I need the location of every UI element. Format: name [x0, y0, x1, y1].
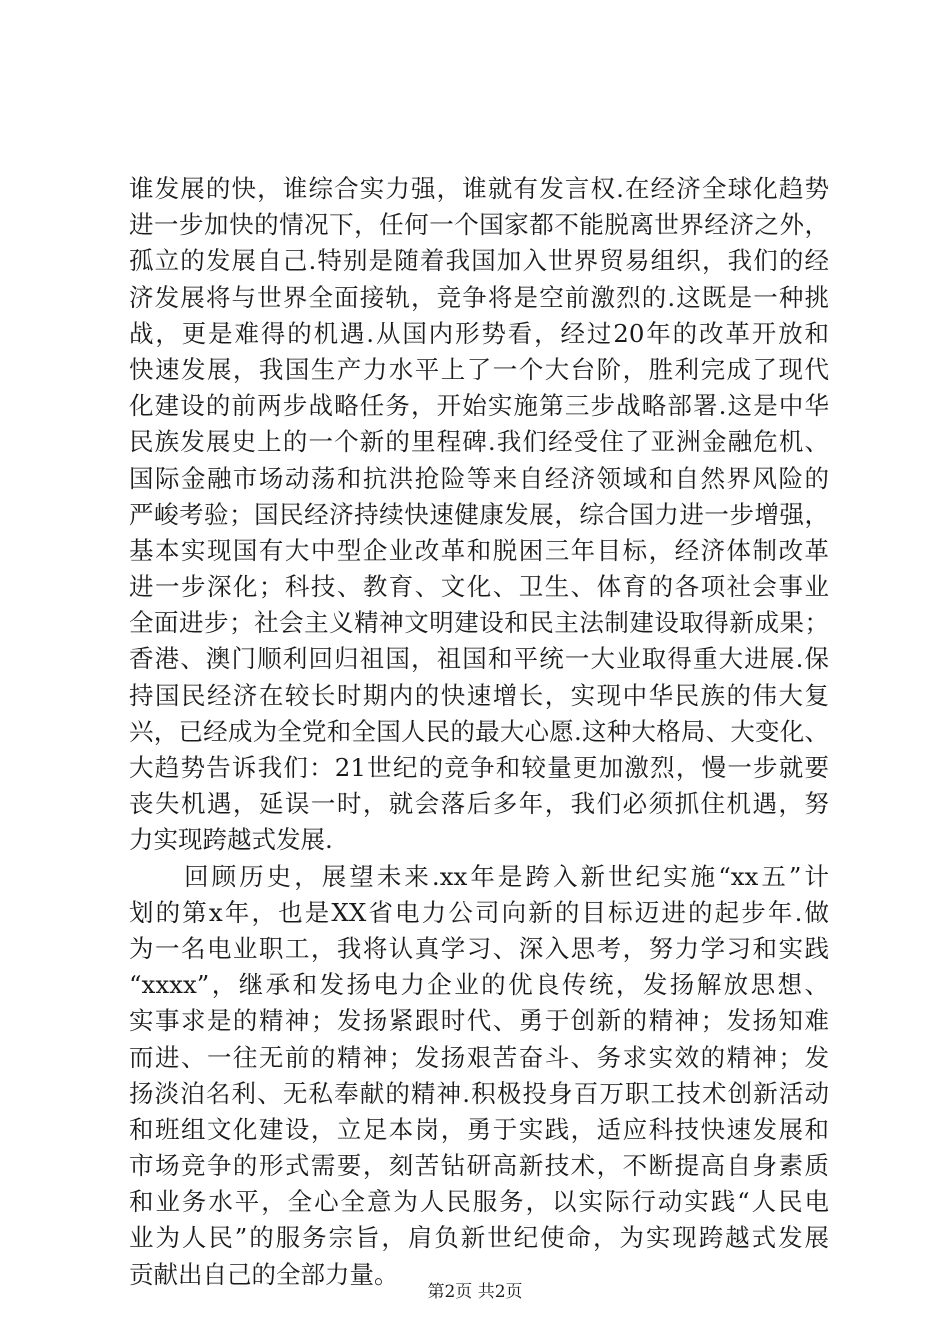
text-line: 严峻考验；国民经济持续快速健康发展，综合国力进一步增强，: [129, 499, 829, 529]
text-line: 全面进步；社会主义精神文明建设和民主法制建设取得新成果；: [129, 608, 829, 638]
text-line: 市场竞争的形式需要，刻苦钻研高新技术，不断提高自身素质: [129, 1151, 829, 1181]
text-line: 力实现跨越式发展.: [129, 825, 333, 855]
text-line: 进一步加快的情况下，任何一个国家都不能脱离世界经济之外，: [129, 210, 829, 240]
text-line: 持国民经济在较长时期内的快速增长，实现中华民族的伟大复: [129, 680, 829, 710]
text-line: 大趋势告诉我们：21世纪的竞争和较量更加激烈，慢一步就要: [129, 753, 829, 782]
text-line: 贡献出自己的全部力量。: [129, 1259, 399, 1289]
text-line: 谁发展的快，谁综合实力强，谁就有发言权.在经济全球化趋势: [129, 174, 829, 203]
text-line: 快速发展，我国生产力水平上了一个大台阶，胜利完成了现代: [129, 354, 829, 384]
text-line: 丧失机遇，延误一时，就会落后多年，我们必须抓住机遇，努: [129, 789, 829, 819]
text-line: 孤立的发展自己.特别是随着我国加入世界贸易组织，我们的经: [129, 246, 829, 276]
body-text: [129, 171, 829, 1293]
text-line: 和班组文化建设，立足本岗，勇于实践，适应科技快速发展和: [129, 1114, 829, 1144]
text-line: 业为人民”的服务宗旨，肩负新世纪使命，为实现跨越式发展: [129, 1223, 829, 1253]
text-line: 兴，已经成为全党和全国人民的最大心愿.这种大格局、大变化、: [129, 716, 829, 746]
text-line: 划的第x年，也是XX省电力公司向新的目标迈进的起步年.做: [129, 897, 829, 927]
text-line: 为一名电业职工，我将认真学习、深入思考，努力学习和实践: [129, 933, 829, 963]
page-footer: 第2页 共2页: [427, 1282, 523, 1302]
text-line: 战，更是难得的机遇.从国内形势看，经过20年的改革开放和: [129, 318, 829, 348]
text-line: 国际金融市场动荡和抗洪抢险等来自经济领域和自然界风险的: [129, 463, 829, 493]
text-line: 化建设的前两步战略任务，开始实施第三步战略部署.这是中华: [129, 391, 829, 421]
text-line: 进一步深化；科技、教育、文化、卫生、体育的各项社会事业: [129, 572, 829, 602]
text-line: “xxxx”，继承和发扬电力企业的优良传统，发扬解放思想、: [129, 970, 829, 1000]
text-line: 实事求是的精神；发扬紧跟时代、勇于创新的精神；发扬知难: [129, 1006, 829, 1036]
text-line: 济发展将与世界全面接轨，竞争将是空前激烈的.这既是一种挑: [129, 282, 829, 312]
text-line: 和业务水平，全心全意为人民服务，以实际行动实践“人民电: [129, 1187, 829, 1217]
text-line: 回顾历史，展望未来.xx年是跨入新世纪实施“xx五”计: [129, 861, 829, 891]
text-line: 扬淡泊名利、无私奉献的精神.积极投身百万职工技术创新活动: [129, 1078, 829, 1108]
text-line: 民族发展史上的一个新的里程碑.我们经受住了亚洲金融危机、: [129, 427, 829, 457]
text-line: 基本实现国有大中型企业改革和脱困三年目标，经济体制改革: [129, 535, 829, 565]
text-line: 香港、澳门顺利回归祖国，祖国和平统一大业取得重大进展.保: [129, 644, 829, 674]
text-line: 而进、一往无前的精神；发扬艰苦奋斗、务求实效的精神；发: [129, 1042, 829, 1072]
